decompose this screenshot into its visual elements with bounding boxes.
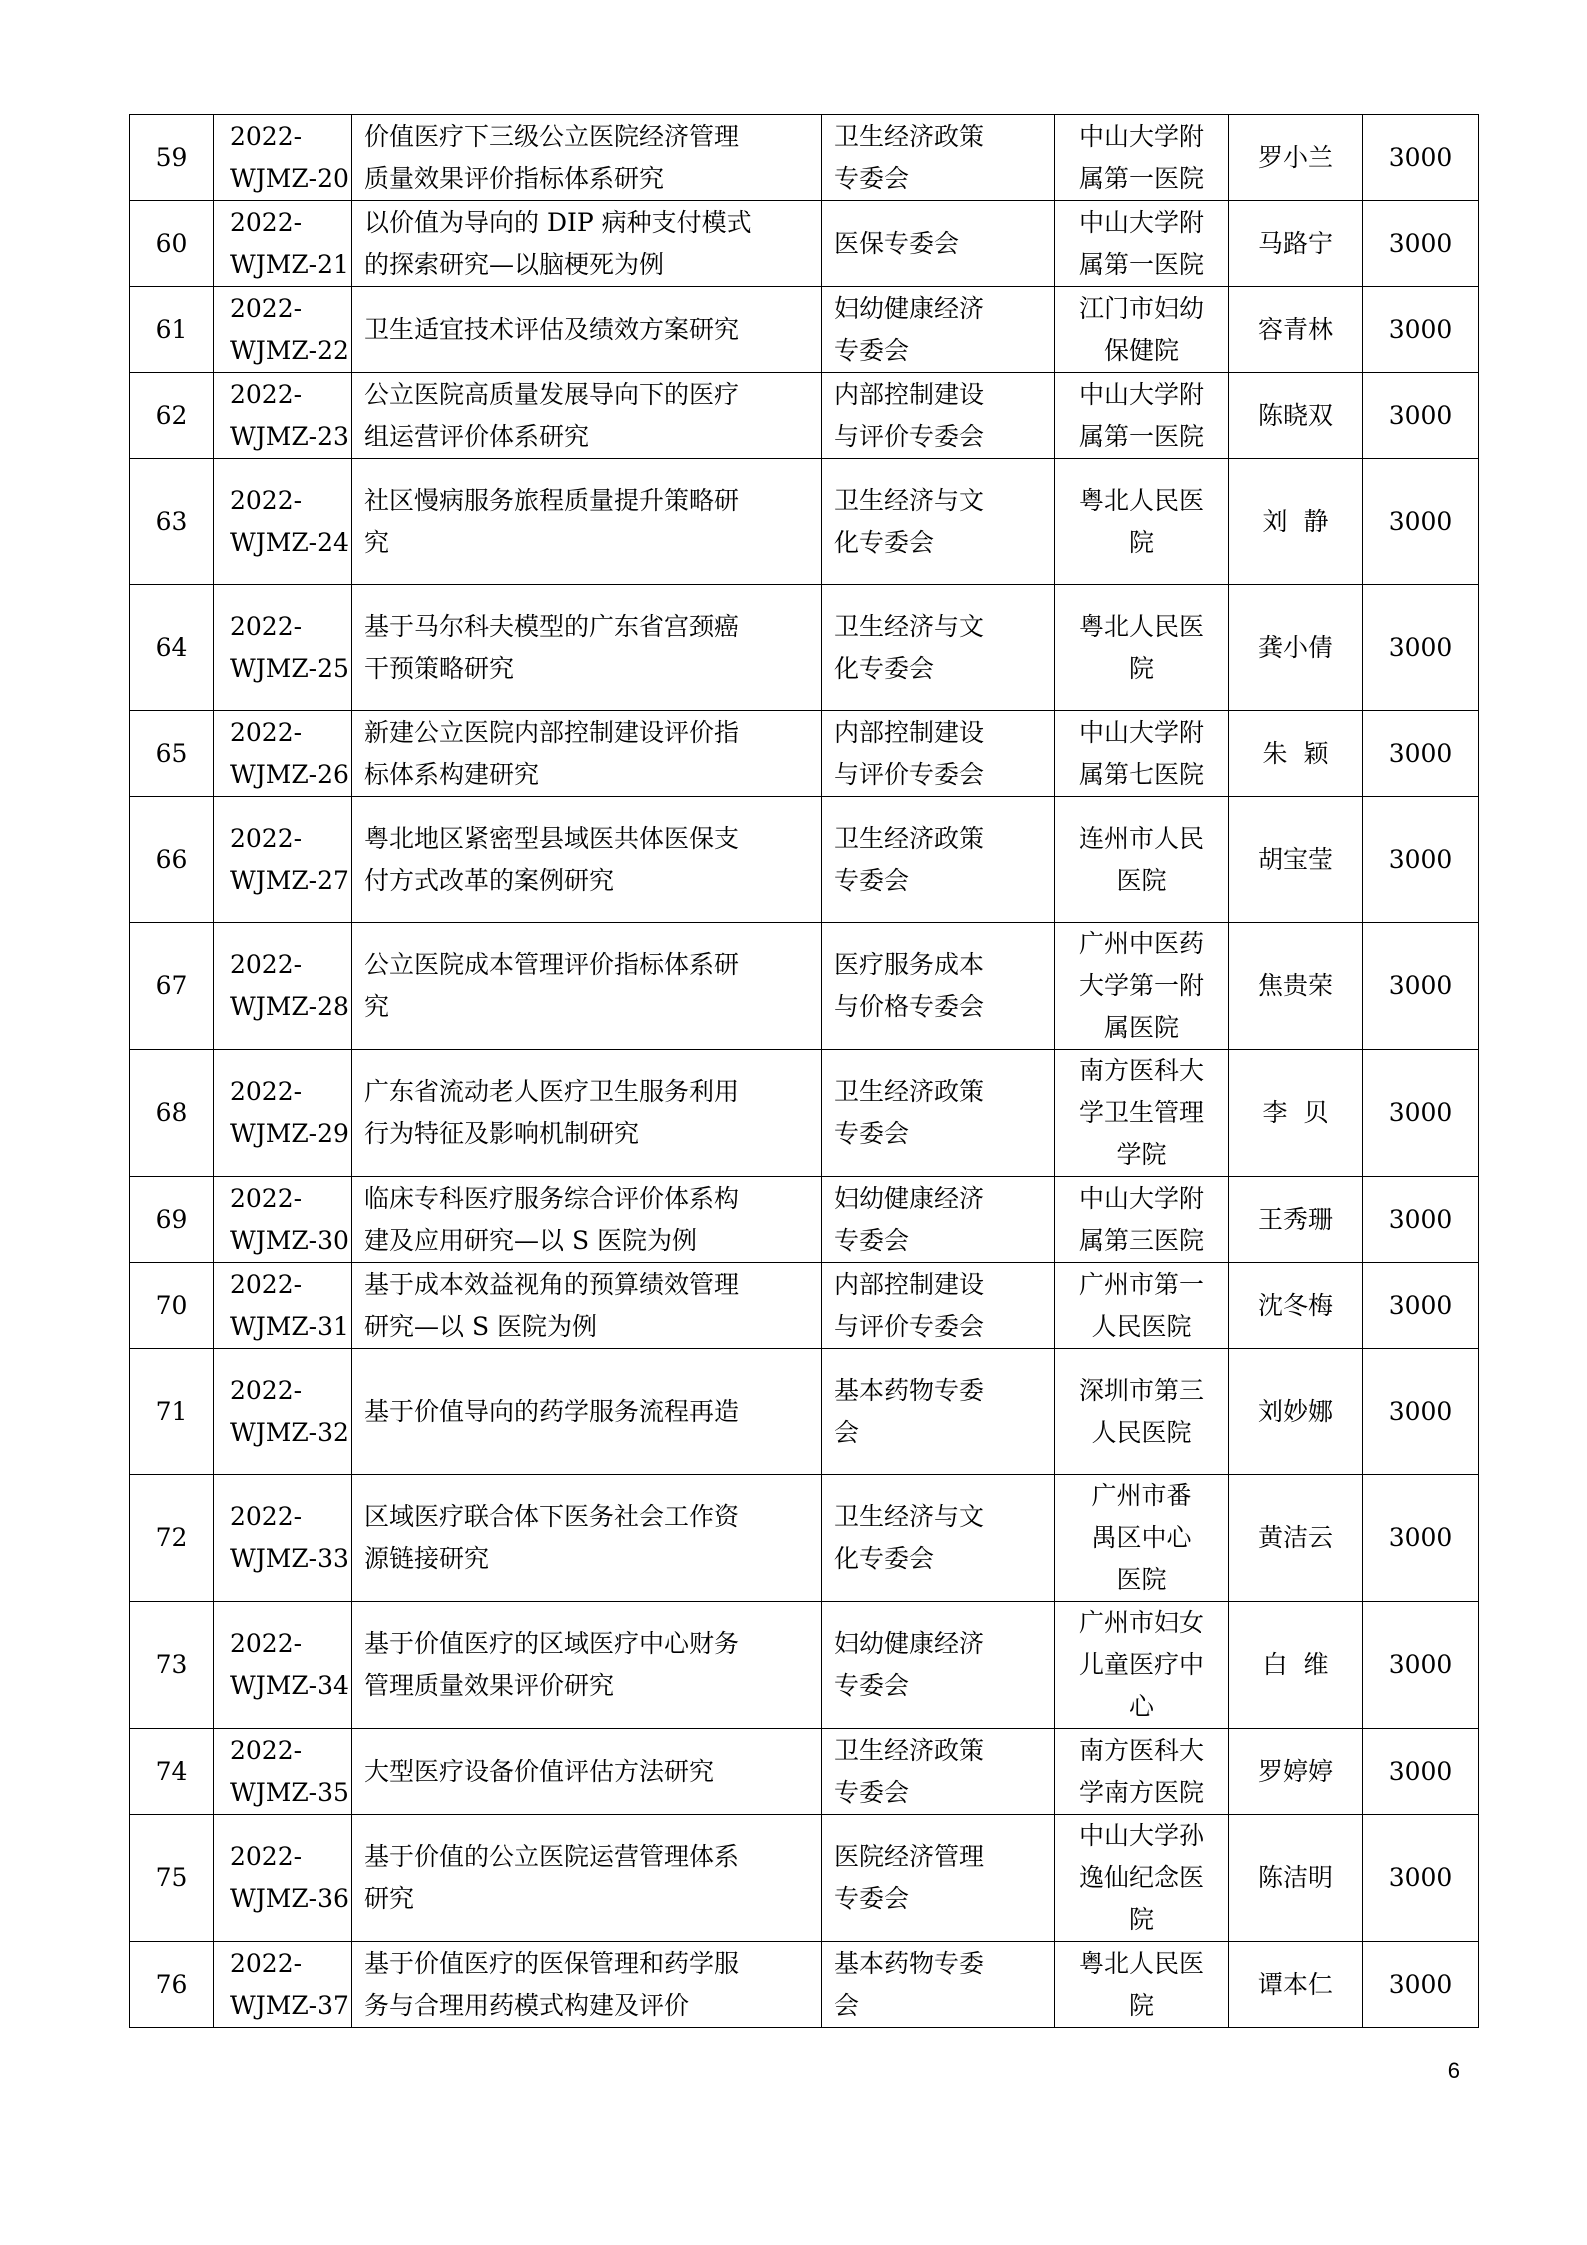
row-number-cell: 60 bbox=[130, 201, 214, 287]
funding-amount-cell: 3000 bbox=[1363, 287, 1479, 373]
committee-cell: 内部控制建设 与评价专委会 bbox=[822, 1263, 1055, 1349]
project-leader-cell: 谭本仁 bbox=[1229, 1942, 1363, 2028]
project-title-cell: 基于马尔科夫模型的广东省宫颈癌 干预策略研究 bbox=[352, 585, 822, 711]
table-row bbox=[130, 459, 1479, 585]
row-number-cell: 68 bbox=[130, 1050, 214, 1177]
row-number-cell: 72 bbox=[130, 1475, 214, 1602]
project-leader-cell: 马路宁 bbox=[1229, 201, 1363, 287]
funding-amount-cell: 3000 bbox=[1363, 1475, 1479, 1602]
page-number: 6 bbox=[1447, 2058, 1460, 2083]
committee-cell: 基本药物专委 会 bbox=[822, 1349, 1055, 1475]
committee-cell: 妇幼健康经济 专委会 bbox=[822, 287, 1055, 373]
project-code-cell: 2022- WJMZ-27 bbox=[214, 797, 352, 923]
table-row bbox=[130, 1815, 1479, 1942]
row-number-cell: 63 bbox=[130, 459, 214, 585]
project-title-cell: 以价值为导向的 DIP 病种支付模式 的探索研究—以脑梗死为例 bbox=[352, 201, 822, 287]
project-title-cell: 卫生适宜技术评估及绩效方案研究 bbox=[352, 287, 822, 373]
row-number-cell: 75 bbox=[130, 1815, 214, 1942]
committee-cell: 医院经济管理 专委会 bbox=[822, 1815, 1055, 1942]
committee-cell: 卫生经济与文 化专委会 bbox=[822, 585, 1055, 711]
committee-cell: 医保专委会 bbox=[822, 201, 1055, 287]
funding-amount-cell: 3000 bbox=[1363, 923, 1479, 1050]
project-code-cell: 2022- WJMZ-35 bbox=[214, 1729, 352, 1815]
project-title-cell: 粤北地区紧密型县域医共体医保支 付方式改革的案例研究 bbox=[352, 797, 822, 923]
project-leader-cell: 龚小倩 bbox=[1229, 585, 1363, 711]
institution-cell: 粤北人民医 院 bbox=[1055, 1942, 1229, 2028]
project-code-cell: 2022- WJMZ-36 bbox=[214, 1815, 352, 1942]
project-title-cell: 基于价值的公立医院运营管理体系 研究 bbox=[352, 1815, 822, 1942]
funding-amount-cell: 3000 bbox=[1363, 1942, 1479, 2028]
funding-amount-cell: 3000 bbox=[1363, 1349, 1479, 1475]
row-number-cell: 61 bbox=[130, 287, 214, 373]
row-number-cell: 59 bbox=[130, 115, 214, 201]
project-title-cell: 公立医院成本管理评价指标体系研 究 bbox=[352, 923, 822, 1050]
table-row bbox=[130, 711, 1479, 797]
institution-cell: 江门市妇幼 保健院 bbox=[1055, 287, 1229, 373]
project-code-cell: 2022- WJMZ-29 bbox=[214, 1050, 352, 1177]
project-code-cell: 2022- WJMZ-26 bbox=[214, 711, 352, 797]
committee-cell: 卫生经济与文 化专委会 bbox=[822, 459, 1055, 585]
project-title-cell: 大型医疗设备价值评估方法研究 bbox=[352, 1729, 822, 1815]
table-body bbox=[130, 115, 1479, 2028]
project-code-cell: 2022- WJMZ-23 bbox=[214, 373, 352, 459]
project-code-cell: 2022- WJMZ-37 bbox=[214, 1942, 352, 2028]
row-number-cell: 64 bbox=[130, 585, 214, 711]
project-title-cell: 区域医疗联合体下医务社会工作资 源链接研究 bbox=[352, 1475, 822, 1602]
committee-cell: 卫生经济政策 专委会 bbox=[822, 115, 1055, 201]
row-number-cell: 76 bbox=[130, 1942, 214, 2028]
project-title-cell: 基于价值导向的药学服务流程再造 bbox=[352, 1349, 822, 1475]
table-row bbox=[130, 1942, 1479, 2028]
row-number-cell: 69 bbox=[130, 1177, 214, 1263]
institution-cell: 南方医科大 学卫生管理 学院 bbox=[1055, 1050, 1229, 1177]
institution-cell: 粤北人民医 院 bbox=[1055, 459, 1229, 585]
project-code-cell: 2022- WJMZ-34 bbox=[214, 1602, 352, 1729]
table-row bbox=[130, 373, 1479, 459]
project-leader-cell: 容青林 bbox=[1229, 287, 1363, 373]
funding-amount-cell: 3000 bbox=[1363, 797, 1479, 923]
project-code-cell: 2022- WJMZ-22 bbox=[214, 287, 352, 373]
funding-amount-cell: 3000 bbox=[1363, 1177, 1479, 1263]
project-code-cell: 2022- WJMZ-31 bbox=[214, 1263, 352, 1349]
project-title-cell: 临床专科医疗服务综合评价体系构 建及应用研究—以 S 医院为例 bbox=[352, 1177, 822, 1263]
row-number-cell: 73 bbox=[130, 1602, 214, 1729]
project-title-cell: 社区慢病服务旅程质量提升策略研 究 bbox=[352, 459, 822, 585]
project-leader-cell: 陈晓双 bbox=[1229, 373, 1363, 459]
funding-amount-cell: 3000 bbox=[1363, 1815, 1479, 1942]
table-row bbox=[130, 115, 1479, 201]
project-code-cell: 2022- WJMZ-25 bbox=[214, 585, 352, 711]
project-leader-cell: 胡宝莹 bbox=[1229, 797, 1363, 923]
project-leader-cell: 朱 颖 bbox=[1229, 711, 1363, 797]
project-leader-cell: 白 维 bbox=[1229, 1602, 1363, 1729]
project-code-cell: 2022- WJMZ-20 bbox=[214, 115, 352, 201]
institution-cell: 中山大学附 属第三医院 bbox=[1055, 1177, 1229, 1263]
project-title-cell: 广东省流动老人医疗卫生服务利用 行为特征及影响机制研究 bbox=[352, 1050, 822, 1177]
funding-amount-cell: 3000 bbox=[1363, 201, 1479, 287]
committee-cell: 内部控制建设 与评价专委会 bbox=[822, 373, 1055, 459]
project-code-cell: 2022- WJMZ-32 bbox=[214, 1349, 352, 1475]
row-number-cell: 74 bbox=[130, 1729, 214, 1815]
funding-amount-cell: 3000 bbox=[1363, 1050, 1479, 1177]
row-number-cell: 70 bbox=[130, 1263, 214, 1349]
project-table bbox=[129, 114, 1479, 2028]
project-leader-cell: 李 贝 bbox=[1229, 1050, 1363, 1177]
project-leader-cell: 刘妙娜 bbox=[1229, 1349, 1363, 1475]
project-code-cell: 2022- WJMZ-28 bbox=[214, 923, 352, 1050]
project-title-cell: 基于价值医疗的区域医疗中心财务 管理质量效果评价研究 bbox=[352, 1602, 822, 1729]
funding-amount-cell: 3000 bbox=[1363, 115, 1479, 201]
institution-cell: 粤北人民医 院 bbox=[1055, 585, 1229, 711]
institution-cell: 中山大学附 属第一医院 bbox=[1055, 201, 1229, 287]
project-title-cell: 新建公立医院内部控制建设评价指 标体系构建研究 bbox=[352, 711, 822, 797]
project-title-cell: 基于成本效益视角的预算绩效管理 研究—以 S 医院为例 bbox=[352, 1263, 822, 1349]
institution-cell: 广州市妇女 儿童医疗中 心 bbox=[1055, 1602, 1229, 1729]
institution-cell: 中山大学孙 逸仙纪念医 院 bbox=[1055, 1815, 1229, 1942]
funding-amount-cell: 3000 bbox=[1363, 1729, 1479, 1815]
table-row bbox=[130, 1177, 1479, 1263]
committee-cell: 卫生经济政策 专委会 bbox=[822, 1050, 1055, 1177]
project-code-cell: 2022- WJMZ-33 bbox=[214, 1475, 352, 1602]
committee-cell: 内部控制建设 与评价专委会 bbox=[822, 711, 1055, 797]
committee-cell: 妇幼健康经济 专委会 bbox=[822, 1177, 1055, 1263]
project-title-cell: 价值医疗下三级公立医院经济管理 质量效果评价指标体系研究 bbox=[352, 115, 822, 201]
row-number-cell: 65 bbox=[130, 711, 214, 797]
table-row bbox=[130, 585, 1479, 711]
project-code-cell: 2022- WJMZ-21 bbox=[214, 201, 352, 287]
funding-amount-cell: 3000 bbox=[1363, 711, 1479, 797]
row-number-cell: 66 bbox=[130, 797, 214, 923]
committee-cell: 医疗服务成本 与价格专委会 bbox=[822, 923, 1055, 1050]
project-title-cell: 基于价值医疗的医保管理和药学服 务与合理用药模式构建及评价 bbox=[352, 1942, 822, 2028]
table-row bbox=[130, 1050, 1479, 1177]
row-number-cell: 62 bbox=[130, 373, 214, 459]
committee-cell: 卫生经济政策 专委会 bbox=[822, 1729, 1055, 1815]
institution-cell: 中山大学附 属第一医院 bbox=[1055, 115, 1229, 201]
committee-cell: 卫生经济政策 专委会 bbox=[822, 797, 1055, 923]
funding-amount-cell: 3000 bbox=[1363, 1263, 1479, 1349]
project-leader-cell: 刘 静 bbox=[1229, 459, 1363, 585]
table-row bbox=[130, 797, 1479, 923]
committee-cell: 卫生经济与文 化专委会 bbox=[822, 1475, 1055, 1602]
table-row bbox=[130, 287, 1479, 373]
funding-amount-cell: 3000 bbox=[1363, 585, 1479, 711]
project-leader-cell: 王秀珊 bbox=[1229, 1177, 1363, 1263]
funding-amount-cell: 3000 bbox=[1363, 373, 1479, 459]
project-leader-cell: 罗小兰 bbox=[1229, 115, 1363, 201]
project-title-cell: 公立医院高质量发展导向下的医疗 组运营评价体系研究 bbox=[352, 373, 822, 459]
institution-cell: 广州中医药 大学第一附 属医院 bbox=[1055, 923, 1229, 1050]
row-number-cell: 67 bbox=[130, 923, 214, 1050]
committee-cell: 基本药物专委 会 bbox=[822, 1942, 1055, 2028]
funding-amount-cell: 3000 bbox=[1363, 459, 1479, 585]
project-leader-cell: 沈冬梅 bbox=[1229, 1263, 1363, 1349]
institution-cell: 广州市番 禺区中心 医院 bbox=[1055, 1475, 1229, 1602]
institution-cell: 中山大学附 属第一医院 bbox=[1055, 373, 1229, 459]
table-row bbox=[130, 923, 1479, 1050]
institution-cell: 广州市第一 人民医院 bbox=[1055, 1263, 1229, 1349]
table-row bbox=[130, 201, 1479, 287]
project-leader-cell: 黄洁云 bbox=[1229, 1475, 1363, 1602]
project-leader-cell: 陈洁明 bbox=[1229, 1815, 1363, 1942]
institution-cell: 中山大学附 属第七医院 bbox=[1055, 711, 1229, 797]
table-row bbox=[130, 1729, 1479, 1815]
table-row bbox=[130, 1349, 1479, 1475]
row-number-cell: 71 bbox=[130, 1349, 214, 1475]
project-code-cell: 2022- WJMZ-24 bbox=[214, 459, 352, 585]
table-row bbox=[130, 1475, 1479, 1602]
project-code-cell: 2022- WJMZ-30 bbox=[214, 1177, 352, 1263]
project-leader-cell: 焦贵荣 bbox=[1229, 923, 1363, 1050]
institution-cell: 深圳市第三 人民医院 bbox=[1055, 1349, 1229, 1475]
project-leader-cell: 罗婷婷 bbox=[1229, 1729, 1363, 1815]
institution-cell: 南方医科大 学南方医院 bbox=[1055, 1729, 1229, 1815]
committee-cell: 妇幼健康经济 专委会 bbox=[822, 1602, 1055, 1729]
table-row bbox=[130, 1602, 1479, 1729]
funding-amount-cell: 3000 bbox=[1363, 1602, 1479, 1729]
table-row bbox=[130, 1263, 1479, 1349]
institution-cell: 连州市人民 医院 bbox=[1055, 797, 1229, 923]
